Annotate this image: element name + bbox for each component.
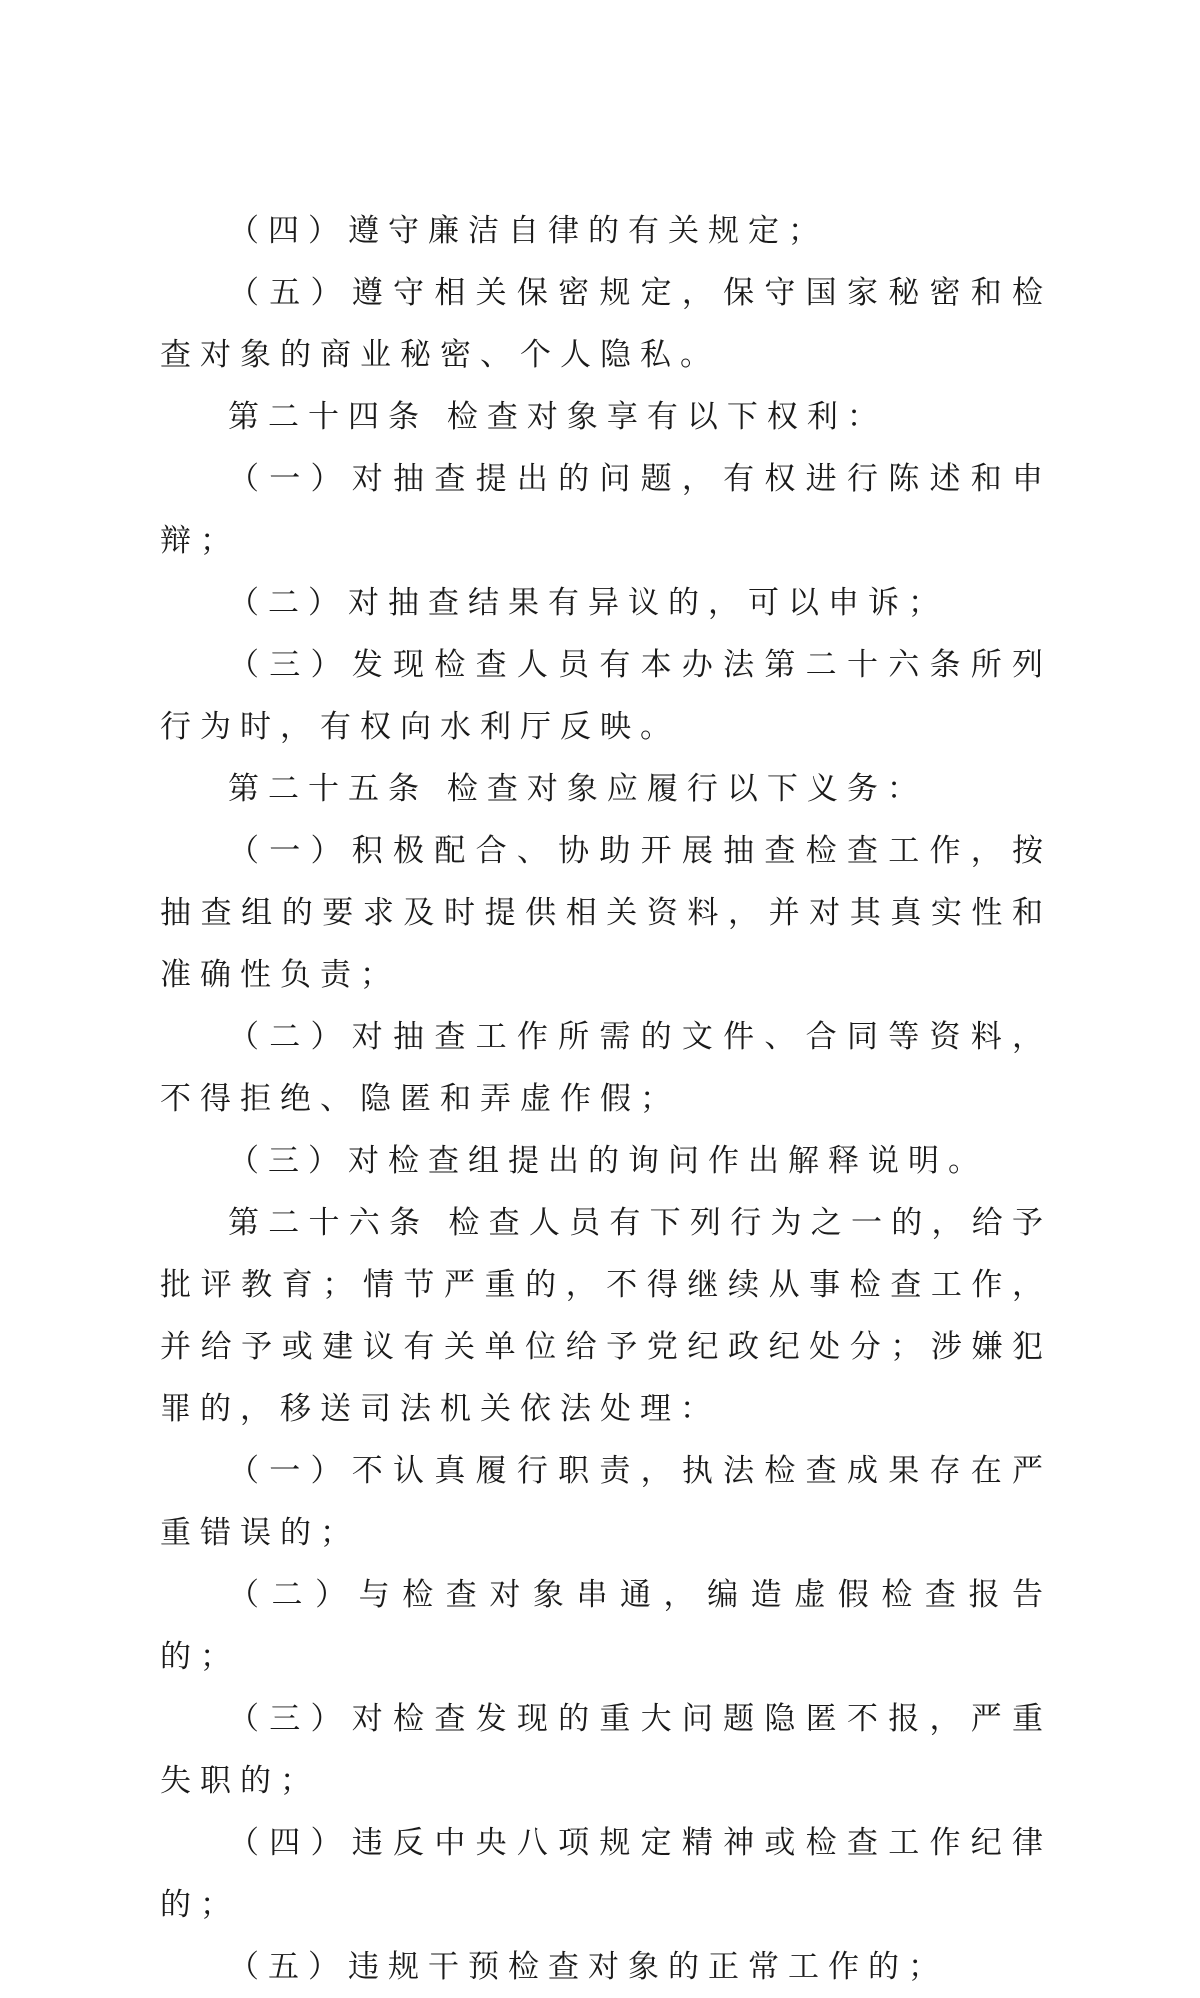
article-26-item-5: （五）违规干预检查对象的正常工作的； bbox=[228, 1949, 948, 1985]
document-page bbox=[160, 200, 1052, 1998]
article-26-item-1: （一）不认真履行职责，执法检查成果存在严重错误的； bbox=[160, 1453, 1052, 1551]
clause-item-5: （五）遵守相关保密规定，保守国家秘密和检查对象的商业秘密、个人隐私。 bbox=[160, 275, 1052, 373]
article-25-item-1: （一）积极配合、协助开展抽查检查工作，按抽查组的要求及时提供相关资料，并对其真实性和准确性负责； bbox=[160, 833, 1052, 993]
article-24-item-2: （二）对抽查结果有异议的，可以申诉； bbox=[228, 585, 948, 621]
article-26-item-4: （四）违反中央八项规定精神或检查工作纪律的； bbox=[160, 1825, 1052, 1923]
article-26-item-2: （二）与检查对象串通，编造虚假检查报告的； bbox=[160, 1577, 1052, 1675]
article-26-item-3: （三）对检查发现的重大问题隐匿不报，严重失职的； bbox=[160, 1701, 1052, 1799]
article-24-item-3: （三）发现检查人员有本办法第二十六条所列行为时，有权向水利厅反映。 bbox=[160, 647, 1052, 745]
article-24-item-1: （一）对抽查提出的问题，有权进行陈述和申辩； bbox=[160, 461, 1052, 559]
article-25-heading: 第二十五条 检查对象应履行以下义务： bbox=[228, 771, 927, 807]
clause-item-4: （四）遵守廉洁自律的有关规定； bbox=[228, 213, 828, 249]
article-24-heading: 第二十四条 检查对象享有以下权利： bbox=[228, 399, 887, 435]
article-25-item-2: （二）对抽查工作所需的文件、合同等资料，不得拒绝、隐匿和弄虚作假； bbox=[160, 1019, 1052, 1117]
article-25-item-3: （三）对检查组提出的询问作出解释说明。 bbox=[228, 1143, 988, 1179]
article-26-heading: 第二十六条 检查人员有下列行为之一的，给予批评教育；情节严重的，不得继续从事检查工作，并给予或建议有关单位给予党纪政纪处分；涉嫌犯罪的，移送司法机关依法处理： bbox=[160, 1205, 1052, 1427]
